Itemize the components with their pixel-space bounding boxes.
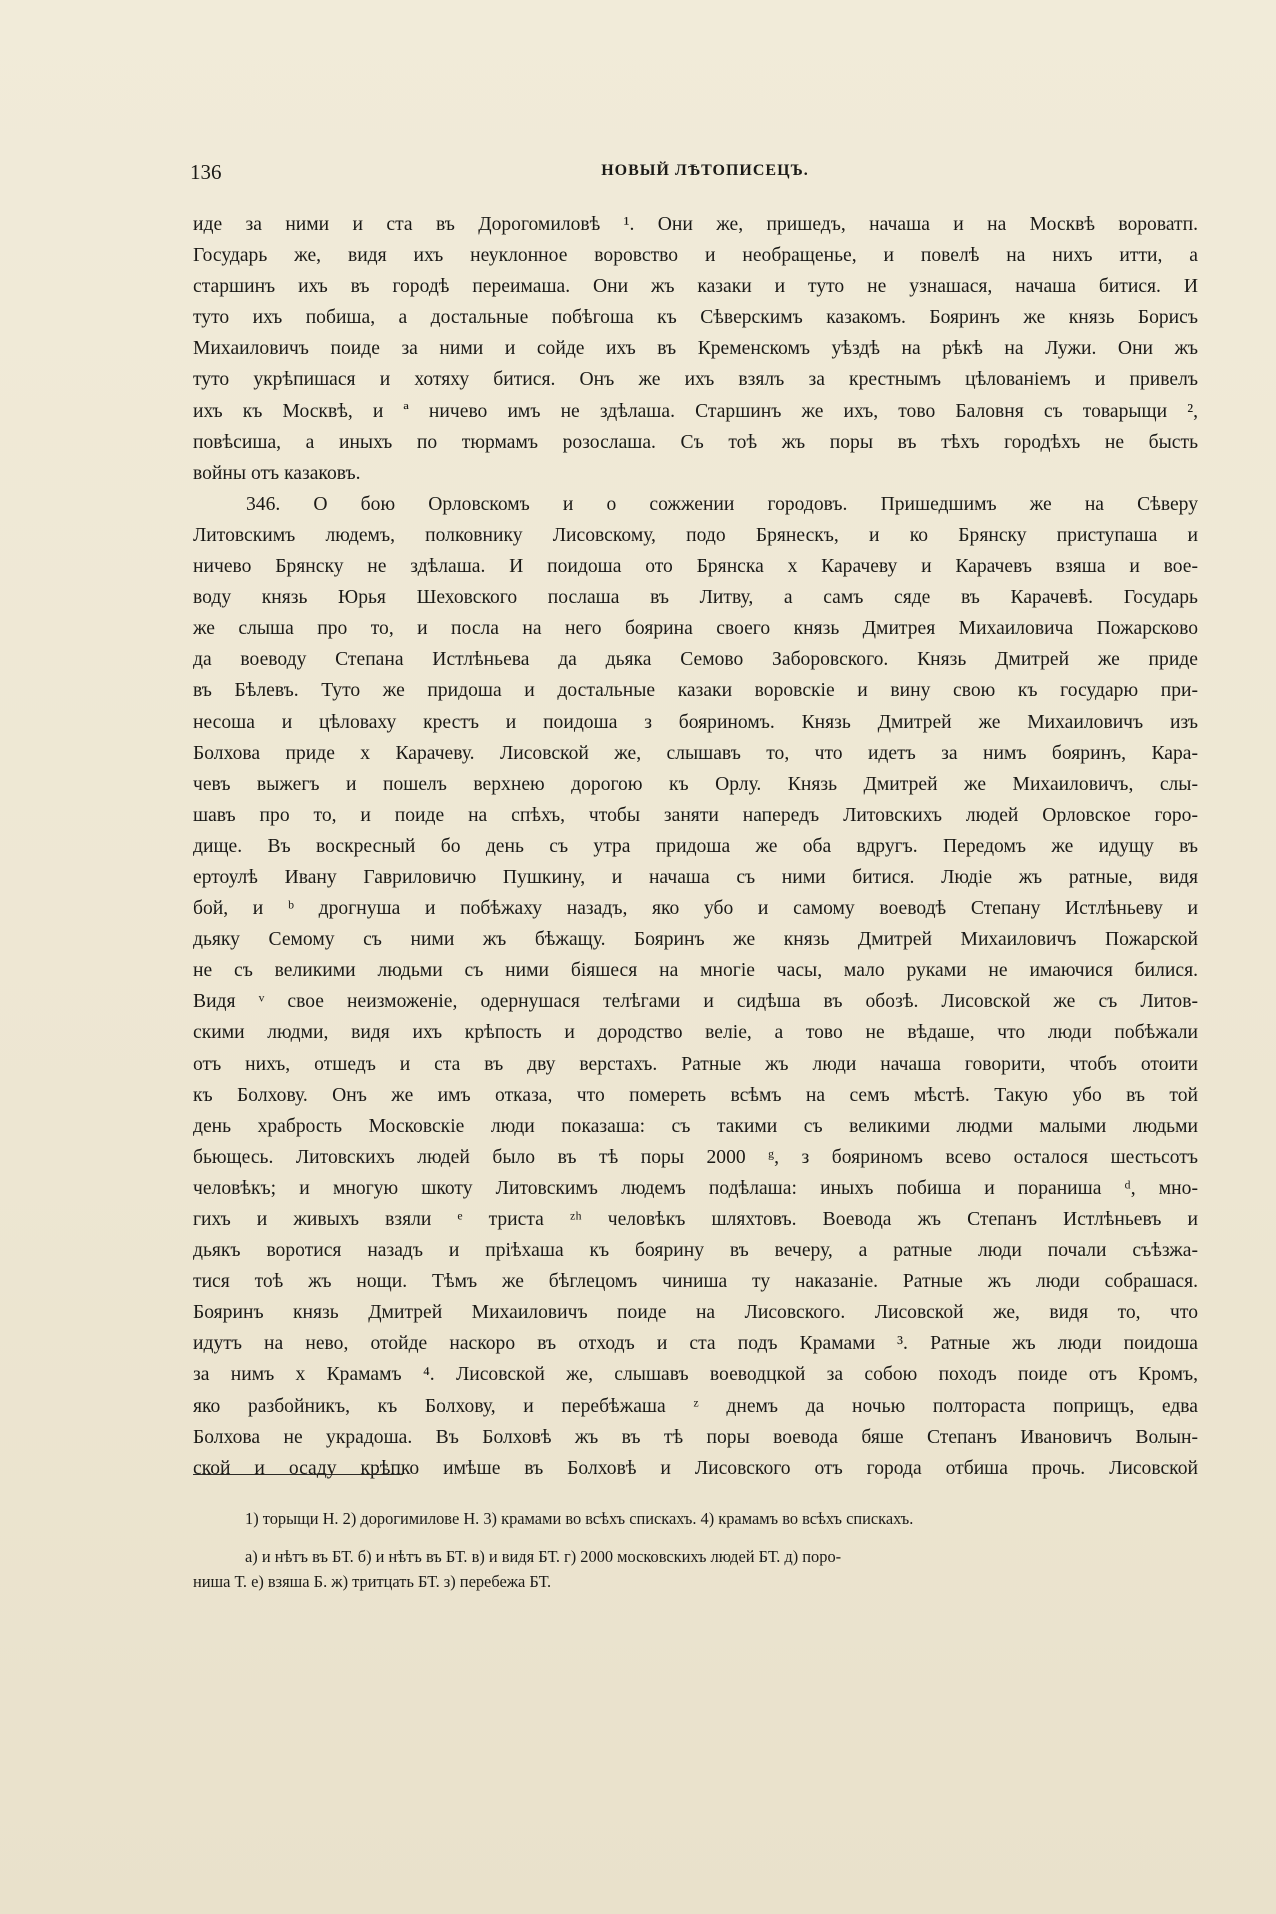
text-line: Бояринъ князь Дмитрей Михаиловичъ поиде на Лисовского. Лисовской же, видя то, что	[193, 1302, 1198, 1324]
text-line: шавъ про то, и поиде на спѣхъ, чтобы заняти напередъ Литовскихъ людей Орловское горо-	[193, 804, 1198, 826]
text-line: туто укрѣпишася и хотяху битися. Онъ же ихъ взялъ за крестнымъ цѣлованіемъ и привелъ	[193, 369, 1198, 391]
text-line: Видя ᵛ свое неизможеніе, одернушася телѣгами и сидѣша въ обозѣ. Лисовской же съ Литов-	[193, 991, 1198, 1013]
text-line: Михаиловичъ поиде за ними и сойде ихъ въ Кременскомъ уѣздѣ на рѣкѣ на Лужи. Они жъ	[193, 338, 1198, 360]
text-line: несоша и цѣловаху крестъ и поидоша з бояриномъ. Князь Дмитрей же Михаиловичъ изъ	[193, 711, 1198, 733]
text-line: идутъ на нево, отойде наскоро въ отходъ и ста подъ Крамами ³. Ратные жъ люди поидоша	[193, 1333, 1198, 1355]
footnotes	[193, 1506, 1197, 1594]
text-line: ской и осаду крѣпко имѣше въ Болховѣ и Лисовского отъ города отбиша прочь. Лисовской	[193, 1457, 1198, 1479]
text-line: тися тоѣ жъ нощи. Тѣмъ же бѣглецомъ чиниша ту наказаніе. Ратные жъ люди собрашася.	[193, 1271, 1198, 1293]
footnotes-numbered: 1) торыщи Н. 2) дорогимилове Н. 3) крамами во всѣхъ спискахъ. 4) крамамъ во всѣхъ спискахъ.	[245, 1509, 914, 1528]
text-line: Болхова приде х Карачеву. Лисовской же, слышавъ то, что идетъ за нимъ бояринъ, Кара-	[193, 742, 1198, 764]
running-title: НОВЫЙ ЛѢТОПИСЕЦЪ.	[601, 162, 809, 179]
text-line: иде за ними и ста въ Дорогомиловѣ ¹. Они же, пришедъ, начаша и на Москвѣ вороватп.	[193, 214, 1198, 235]
text-line: повѣсиша, а иныхъ по тюрмамъ розослаша. Съ тоѣ жъ поры въ тѣхъ городѣхъ не бысть	[193, 431, 1198, 453]
text-line: ихъ къ Москвѣ, и ª ничево имъ не здѣлаша. Старшинъ же ихъ, тово Баловня съ товарыщи ²,	[193, 400, 1198, 422]
text-line: въ Бѣлевъ. Туто же придоша и достальные казаки воровскіе и вину свою къ государю при-	[193, 680, 1198, 702]
text-line: Государь же, видя ихъ неуклонное воровство и необращенье, и повелѣ на нихъ итти, а	[193, 245, 1198, 267]
text-line: войны отъ казаковъ.	[193, 462, 361, 484]
text-line: туто ихъ побиша, а достальные побѣгоша къ Сѣверскимъ казакомъ. Бояринъ же князь Борисъ	[193, 307, 1198, 329]
text-line: же слыша про то, и посла на него боярина своего князь Дмитрея Михаиловича Пожарсково	[193, 618, 1198, 640]
text-line: дище. Въ воскресный бо день съ утра придоша же оба вдругъ. Передомъ же идущу въ	[193, 835, 1198, 857]
page-number: 136	[190, 160, 222, 184]
main-text	[193, 209, 1198, 1484]
text-line: гихъ и живыхъ взяли ᵉ триста ᶻʰ человѣкъ шляхтовъ. Воевода жъ Степанъ Истлѣньевъ и	[193, 1209, 1198, 1230]
text-line: бой, и ᵇ дрогнуша и побѣжаху назадъ, яко убо и самому воеводѣ Степану Истлѣньеву и	[193, 898, 1198, 920]
footnotes-lettered: а) и нѣтъ въ БТ. б) и нѣтъ въ БТ. в) и видя БТ. г) 2000 московскихъ людей БТ. д) поро-	[245, 1547, 842, 1566]
text-line: старшинъ ихъ въ городѣ переимаша. Они жъ казаки и туто не узнашася, начаша битися. И	[193, 276, 1198, 298]
text-line: Болхова не украдоша. Въ Болховѣ жъ въ тѣ поры воевода бяше Степанъ Ивановичъ Волын-	[193, 1426, 1198, 1448]
text-line: человѣкъ; и многую шкоту Литовскимъ людемъ подѣлаша: иныхъ побиша и пораниша ᵈ, мно-	[193, 1177, 1198, 1199]
text-line: чевъ выжегъ и пошелъ верхнею дорогою къ Орлу. Князь Дмитрей же Михаиловичъ, слы-	[193, 773, 1198, 795]
footnote-divider	[193, 1474, 403, 1475]
text-line: яко разбойникъ, къ Болхову, и перебѣжаша ᶻ днемъ да ночью полтораста поприщъ, едва	[193, 1395, 1198, 1417]
text-line: за нимъ х Крамамъ ⁴. Лисовской же, слышавъ воеводцкой за собою походъ поиде отъ Кромъ,	[193, 1364, 1198, 1386]
text-line: скими людми, видя ихъ крѣпость и дородство веліе, а тово не вѣдаше, что люди побѣжали	[193, 1022, 1198, 1044]
text-line: Литовскимъ людемъ, полковнику Лисовскому, подо Брянескъ, и ко Брянску приступаша и	[193, 524, 1198, 546]
text-line: ертоулѣ Ивану Гавриловичю Пушкину, и начаша съ ними битися. Людіе жъ ратные, видя	[193, 866, 1198, 888]
text-line: воду князь Юрья Шеховского послаша въ Литву, а самъ сяде въ Карачевѣ. Государь	[193, 587, 1198, 609]
section-heading-line: 346. О бою Орловскомъ и о сожжении городовъ. Пришедшимъ же на Сѣверу	[246, 493, 1198, 515]
text-line: день храбрость Московскіе люди показаша: съ такими съ великими людми малыми людьми	[193, 1115, 1198, 1137]
page-header	[190, 160, 1200, 190]
text-line: не съ великими людьми съ ними біяшеся на многіе часы, мало руками не имаючися билися.	[193, 960, 1198, 982]
text-line: ничево Брянску не здѣлаша. И поидоша ото Брянска х Карачеву и Карачевъ взяша и вое-	[193, 556, 1198, 578]
text-line: бьющесь. Литовскихъ людей было въ тѣ поры 2000 ᵍ, з бояриномъ всево осталося шестьсотъ	[193, 1146, 1198, 1168]
text-line: да воеводу Степана Истлѣньева да дьяка Семово Заборовского. Князь Дмитрей же приде	[193, 649, 1198, 671]
footnotes-lettered-continued: ниша Т. е) взяша Б. ж) тритцать БТ. з) перебежа БТ.	[193, 1572, 552, 1591]
text-line: дьякъ воротися назадъ и пріѣхаша къ боярину въ вечеру, а ратные люди почали съѣзжа-	[193, 1240, 1198, 1262]
text-line: отъ нихъ, отшедъ и ста въ дву верстахъ. Ратные жъ люди начаша говорити, чтобъ отоити	[193, 1053, 1198, 1075]
text-line: къ Болхову. Онъ же имъ отказа, что помереть всѣмъ на семъ мѣстѣ. Такую убо въ той	[193, 1084, 1198, 1106]
text-line: дьяку Семому съ ними жъ бѣжащу. Бояринъ же князь Дмитрей Михаиловичъ Пожарской	[193, 929, 1198, 951]
